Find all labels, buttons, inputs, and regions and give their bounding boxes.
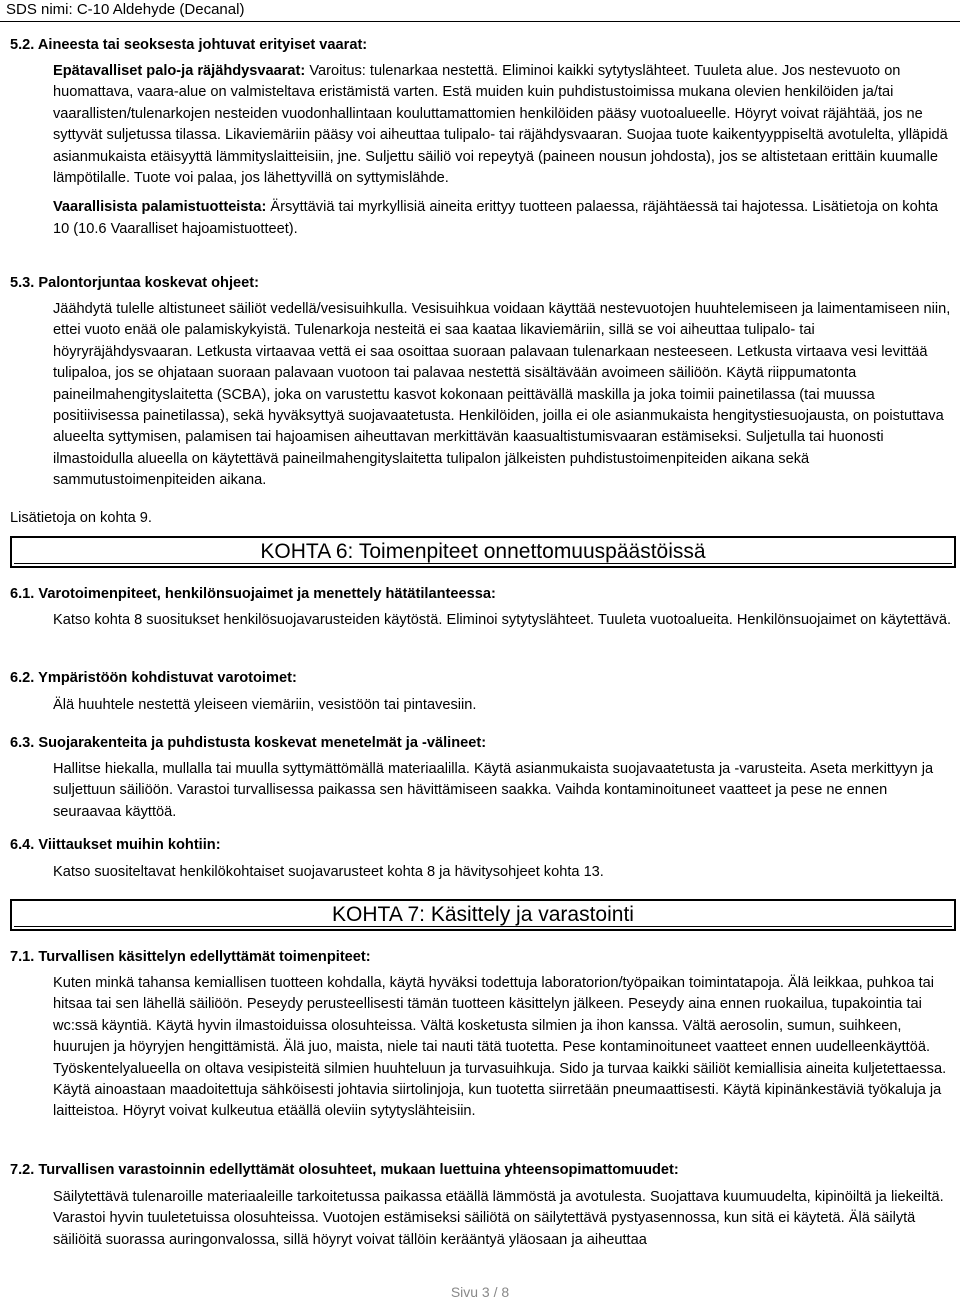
section-6-1-heading: 6.1. Varotoimenpiteet, henkilönsuojaimet ja menettely hätätilanteessa:	[10, 586, 496, 602]
section-6-banner	[10, 536, 956, 568]
combustion-label: Vaarallisista palamistuotteista:	[53, 199, 267, 216]
section-6-3-heading: 6.3. Suojarakenteita ja puhdistusta koskevat menetelmät ja -välineet:	[10, 735, 487, 751]
section-6-4-body: Katso suositeltavat henkilökohtaiset suojavarusteet kohta 8 ja hävitysohjeet kohta 13.	[53, 864, 604, 880]
page-number: Sivu 3 / 8	[450, 1284, 510, 1300]
section-5-2-heading: 5.2. Aineesta tai seoksesta johtuvat erityiset vaarat:	[10, 37, 368, 53]
section-6-4-heading: 6.4. Viittaukset muihin kohtiin:	[10, 837, 221, 853]
hazard-text: Varoitus: tulenarkaa nestettä. Eliminoi kaikki sytytyslähteet. Tuuleta alue. Jos nestevuoto on huomattava, vaara-alue on valmisteltava eristämistä varten. Estä muiden kuin puhdistustoimissa mukana olevien henkilöiden ja/tai vaarallisten/tulenarkojen nesteiden vuodonhallintaan kouluttamattomien henkilöiden pääsy vuotoalueelle. Höyryt voivat räjähtää, jos ne syttyvät suljetussa tilassa. Likaviemäriin pääsy voi aiheuttaa tulipalo- tai räjähdysvaaran. Suojaa tuote kaikentyyppiseltä avotulelta, ylläpidä asianmukaista etäisyyttä lämmityslaitteisiin, jne. Suljettu säiliö voi repeytyä (paineen nousun johdosta), jos se altistetaan erittäin kuumalle lämpötilalle. Tuote voi palaa, jos lähettyvillä on syttymislähde.	[53, 63, 948, 187]
section-6-2-heading: 6.2. Ympäristöön kohdistuvat varotoimet:	[10, 670, 297, 686]
section-6-2-body: Älä huuhtele nestettä yleiseen viemäriin, vesistöön tai pintavesiin.	[53, 697, 477, 713]
section-5-2-body	[53, 61, 953, 240]
combustion-text: Ärsyttäviä tai myrkyllisiä aineita erittyy tuotteen palaessa, räjähtäessä tai hajotessa. Lisätietoja on kohta 10 (10.6 Vaaralliset hajoamistuotteet).	[53, 199, 938, 237]
section-5-3-body: Jäähdytä tulelle altistuneet säiliöt vedellä/vesisuihkulla. Vesisuihkua voidaan käyttää nestevuotojen huuhtelemiseen ja laimentamiseen niin, ettei vuoto enää ole palamiskykyistä. Tulenarkoja nesteitä ei saa kaataa likaviemäriin, sillä se voi aiheuttaa tulipalo- tai höyryräjähdysvaaran. Letkusta virtaavaa vettä ei saa osoittaa suoraan palavaan tulenarkaan nesteeseen. Letkusta virtaava vesi levittää tulipaloa, jos se ohjataan suoraan palavaan vuotoon tai palavaa nestettä sisältävään avoimeen säiliöön. Käytä riippumatonta paineilmahengityslaitetta (SCBA), joka on varustettu kasvot kokonaan peittävällä maskilla ja joka toimii painetilassa (tai muussa positiivisessa painetilassa), sekä hyväksyttyä suojavaatetusta. Henkilöiden, joilla ei ole asianmukaista hengitystiesuojausta, on poistuttava alueelta syttymisen, palamisen tai hajoamisen aiheuttavan merkittävän kaasualtistumisvaaran estämiseksi. Suljetulla tai huonosti ilmastoidulla alueella on käytettävä paineilmahengityslaitetta tulipalon jälkeisten puhdistustoimenpiteiden aikana sekä sammutustoimenpiteiden aikana.	[53, 301, 951, 489]
section-7-2-heading: 7.2. Turvallisen varastoinnin edellyttämät olosuhteet, mukaan luettuina yhteensopimattomuudet:	[10, 1162, 679, 1178]
section-6-1-body: Katso kohta 8 suositukset henkilösuojavarusteiden käytöstä. Eliminoi sytytyslähteet. Tuuleta vuotoalueita. Henkilönsuojaimet on käytettävä.	[53, 612, 952, 628]
hazard-label: Epätavalliset palo-ja räjähdysvaarat:	[53, 63, 306, 79]
section-7-2-body: Säilytettävä tulenaroille materiaaleille tarkoitetussa paikassa etäällä lämmöstä ja avotulesta. Suojattava kuumuudelta, kipinöiltä ja liekeiltä. Varastoi hyvin tuuletetuissa olosuhteissa. Vuotojen estämiseksi säiliötä on säilytettävä pystyasennossa, kun sitä ei käytetä. Älä säilytä säiliöitä suorassa auringonvalossa, sillä höyryt voivat tällöin kerääntyä yläosaan ja aiheuttaa	[53, 1189, 944, 1248]
section-7-title: KOHTA 7: Käsittely ja varastointi	[332, 903, 634, 926]
fire-explosion-hazards	[53, 61, 953, 189]
combustion-products	[53, 197, 953, 240]
section-6-title: KOHTA 6: Toimenpiteet onnettomuuspäästöissä	[260, 540, 706, 563]
section-7-1-body: Kuten minkä tahansa kemiallisen tuotteen kohdalla, käytä hyväksi todettuja laboratorion/työpaikan toimintatapoja. Älä leikkaa, puhkoa tai hitsaa tai sen lähellä säiliöön. Peseydy perusteellisesti tämän tuotteen käsittelyn jälkeen. Peseydy aina ennen ruokailua, tupakointia tai wc:ssä käyntiä. Käytä hyvin ilmastoiduissa olosuhteissa. Vältä kosketusta silmien ja ihon kanssa. Vältä aerosolin, sumun, suihkeen, huurujen ja höyryjen hengittämistä. Älä juo, maista, niele tai nauti tätä tuotetta. Pese kontaminoituneet vaatteet ennen uudelleenkäyttöä. Työskentelyalueella on oltava vesipisteitä silmien huuhteluun ja turvasuihkuja. Sido ja turvaa kaikki säiliöt kemiallisia aineita kuljetettaessa. Käytä ainoastaan maadoitettuja sähköisesti johtavia siirtolinjoja, kun tuotetta siirretään pneumaattisesti. Käytä kipinänkestäviä työkaluja ja laitteistoa. Höyryt voivat kulkeutua etäällä oleviin sytytyslähteisiin.	[53, 975, 947, 1120]
more-info-note: Lisätietoja on kohta 9.	[10, 510, 152, 526]
section-6-3-body: Hallitse hiekalla, mullalla tai muulla syttymättömällä materiaalilla. Käytä asianmukaista suojavaatetusta ja -varusteita. Aseta merkittyyn ja suljettuun säiliöön. Varastoi turvallisessa paikassa sen hävittämiseen saakka. Vaihda kontaminoituneet vaatteet ja pese ne ennen seuraavaa käyttöä.	[53, 761, 934, 820]
header-divider	[0, 21, 960, 22]
section-7-banner	[10, 899, 956, 931]
section-7-1-heading: 7.1. Turvallisen käsittelyn edellyttämät toimenpiteet:	[10, 949, 371, 965]
section-5-3-heading: 5.3. Palontorjuntaa koskevat ohjeet:	[10, 275, 259, 291]
document-header-title: SDS nimi: C-10 Aldehyde (Decanal)	[6, 1, 245, 18]
